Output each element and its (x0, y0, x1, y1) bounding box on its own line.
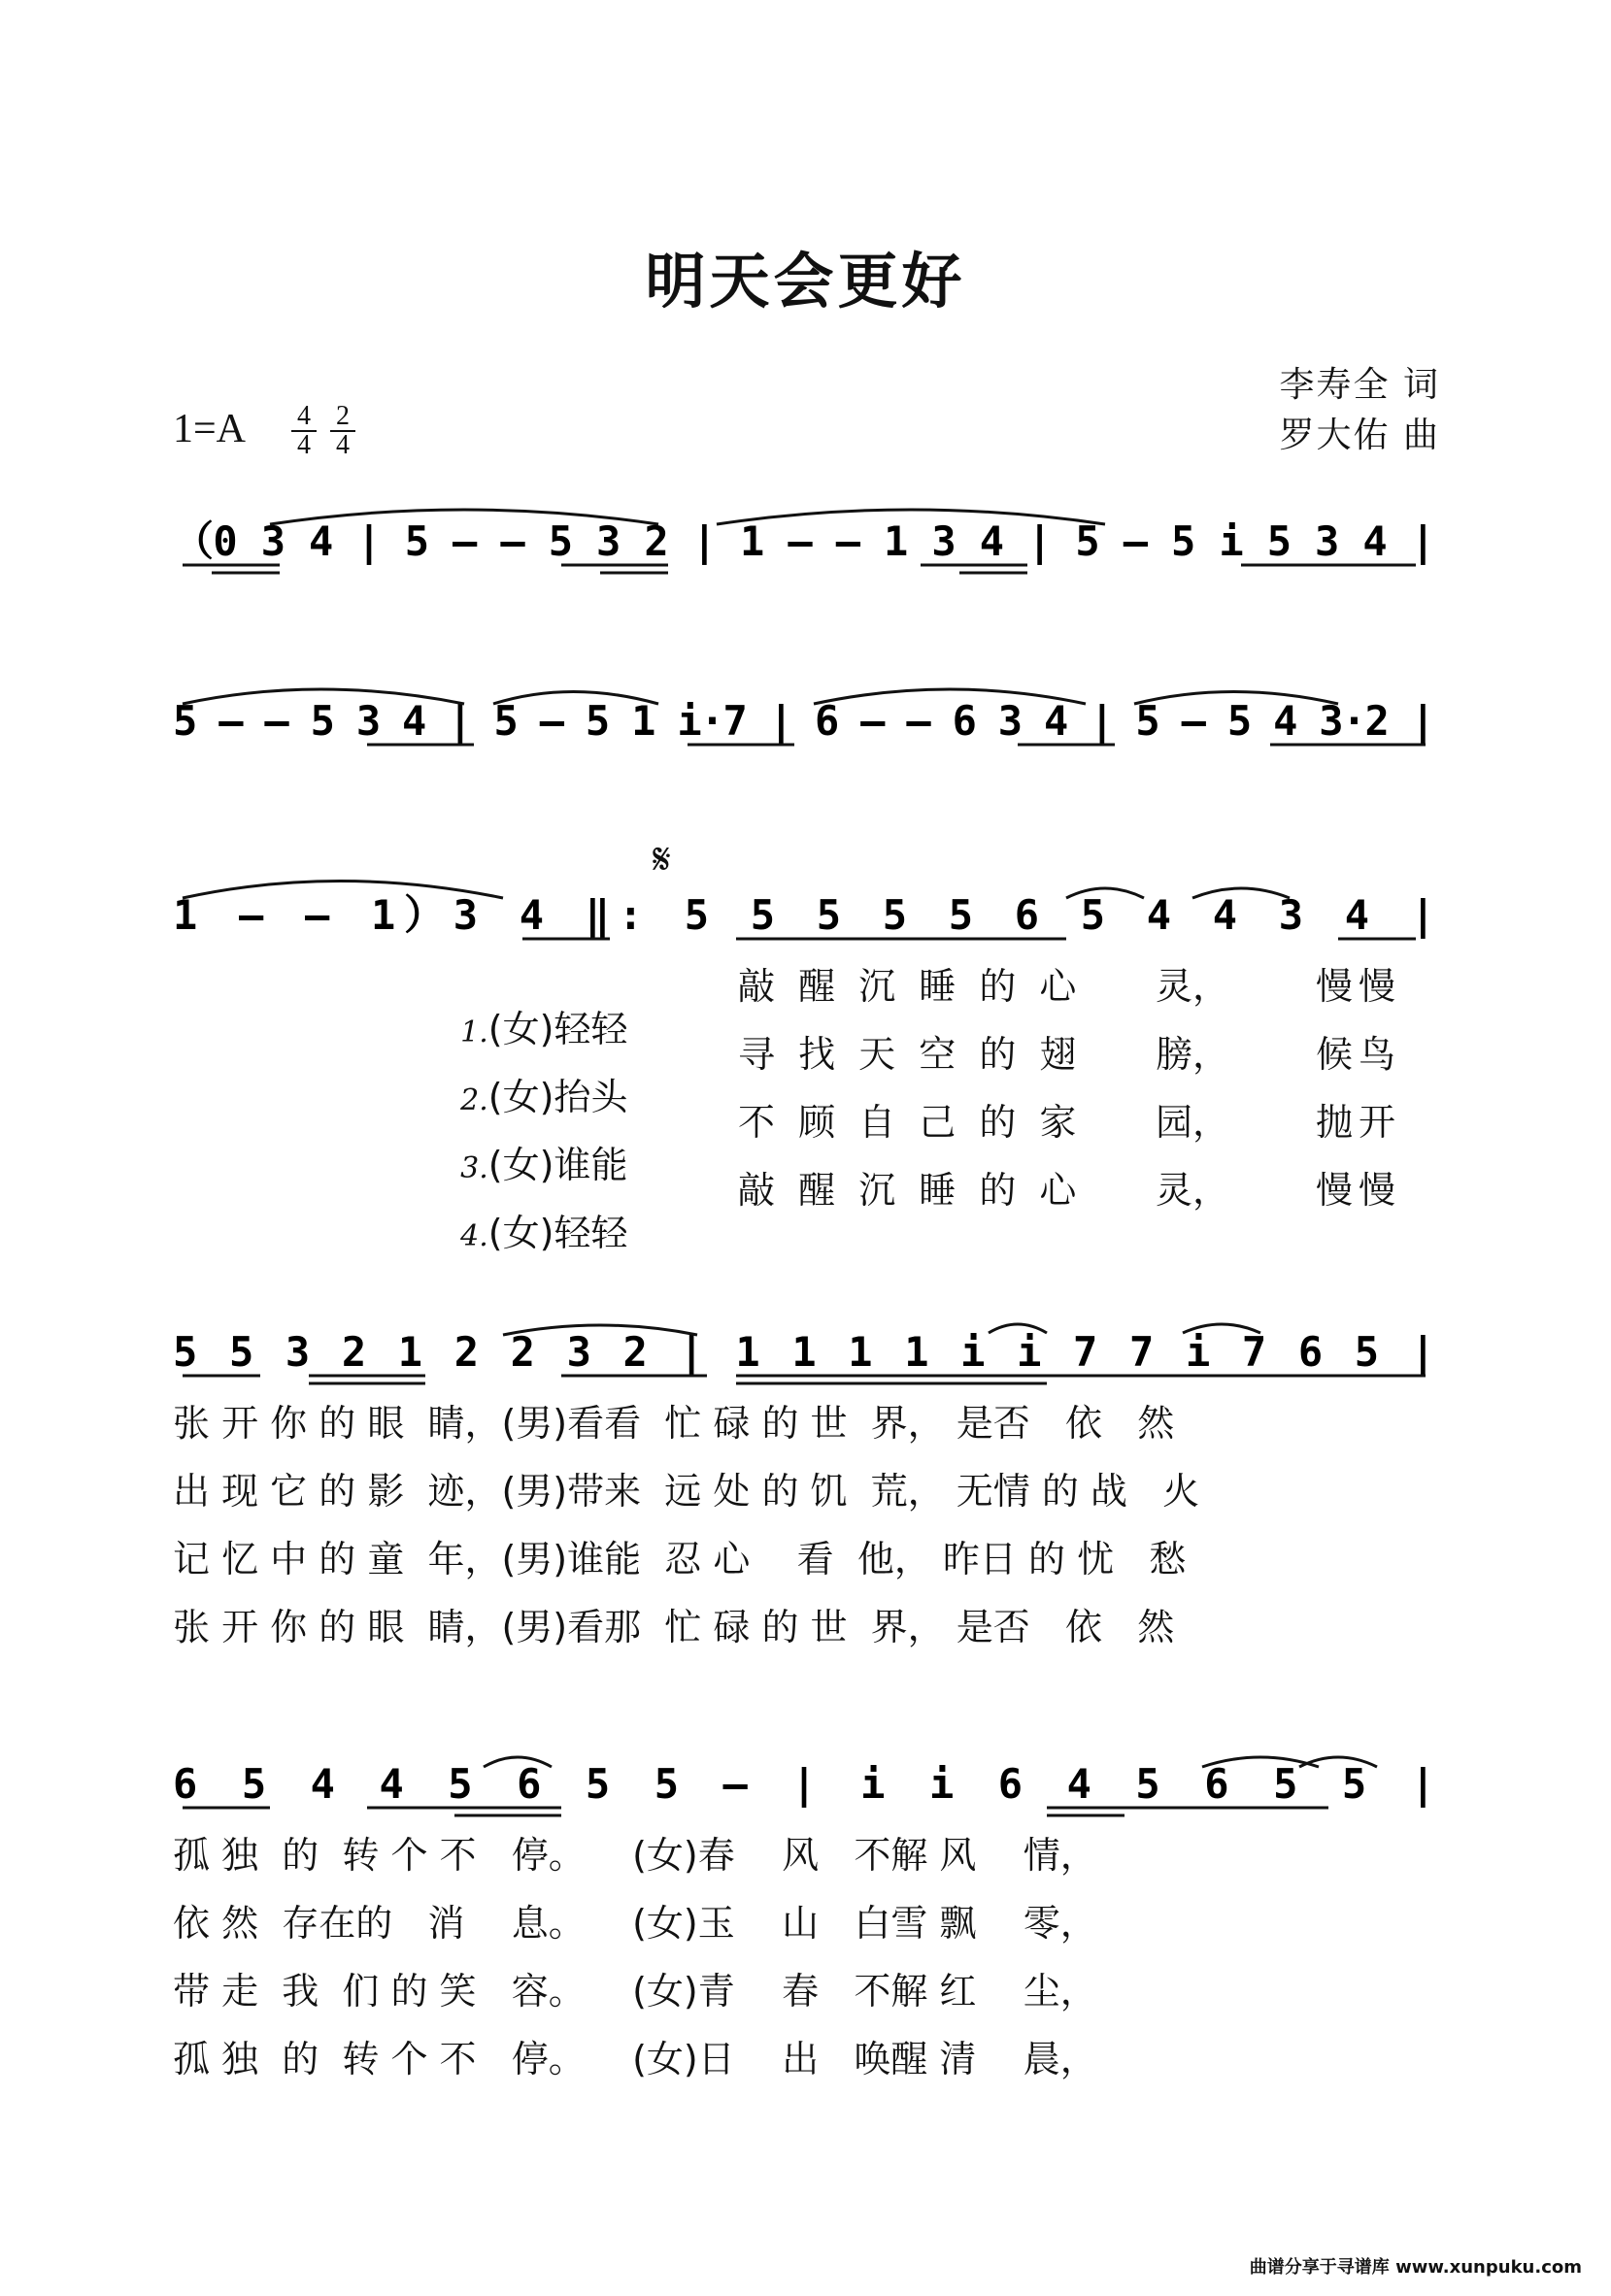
composer-credit: 罗大佑 曲 (1279, 416, 1440, 455)
verse-row-4-end: 灵， (1156, 1169, 1230, 1212)
verse-row-4-mid: 敲 醒 沉 睡 的 心 (738, 1169, 1083, 1212)
verse-row-2-mid: 寻 找 天 空 的 翅 (738, 1033, 1083, 1076)
notation-line-4 (173, 1315, 1445, 1393)
notation-text: 5 – – 5 3 4 | 5 – 5 1 i·7 | 6 – – 6 3 4 | 5 – 5 4 3·2 | (173, 697, 1435, 745)
lyric-row-8: 孤 独 的 转 个 不 停。 (女)日 出 唤醒 清 晨， (173, 2038, 1097, 2080)
lyricist-credit: 李寿全 词 (1279, 365, 1440, 405)
lyric-row-7: 带 走 我 们 的 笑 容。 (女)青 春 不解 红 尘， (173, 1970, 1097, 2013)
key-signature: 1=A (173, 407, 247, 451)
verse-row-1-mid: 敲 醒 沉 睡 的 心 (738, 965, 1083, 1008)
tie-arc (1192, 888, 1290, 898)
notation-text: 5 5 3 2 1 2 2 3 2 | 1 1 1 1 i i 7 7 i 7 6 5 | (173, 1328, 1435, 1376)
notation-line-5 (173, 1747, 1445, 1825)
notation-text: 1 – – 1）3 4 ‖: 5 5 5 5 5 6 5 4 4 3 4 | (173, 891, 1435, 939)
notation-line-1 (173, 505, 1445, 582)
verse-row-4: 4.(女)轻轻 (460, 1212, 628, 1254)
notation-line-3 (173, 879, 1445, 956)
verse-row-3-mid: 不 顾 自 己 的 家 (738, 1101, 1083, 1144)
lyric-row-3: 记 忆 中 的 童 年，(男)谁能 忍 心 看 他， 昨日 的 忧 愁 (173, 1538, 1187, 1581)
notation-line-5-svg (173, 1747, 1445, 1835)
page-title: 明天会更好 (645, 246, 966, 316)
verse-row-3-end: 园， (1156, 1101, 1230, 1144)
time-signature-2-4: 2 4 (330, 403, 355, 459)
watermark: 曲谱分享于寻谱库 www.xunpuku.com (1249, 2257, 1582, 2278)
verse-row-2-end: 膀， (1156, 1033, 1230, 1076)
verse-row-1-end: 灵， (1156, 965, 1230, 1008)
verse-row-1-tail: 慢慢 (1316, 965, 1402, 1008)
verse-row-3: 3.(女)谁能 (460, 1144, 628, 1186)
notation-line-2-svg (173, 684, 1445, 772)
verse-row-1: 1.(女)轻轻 (460, 1008, 628, 1050)
verse-row-2-tail: 候鸟 (1316, 1033, 1402, 1076)
verse-row-3-tail: 抛开 (1316, 1101, 1402, 1144)
notation-text: （0 3 4 | 5 – – 5 3 2 | 1 – – 1 3 4 | 5 – 5 i 5 3 4 | (173, 517, 1435, 565)
notation-line-3-svg (173, 879, 1445, 966)
segno-sign: 𝄋 (653, 835, 671, 884)
lyric-row-4: 张 开 你 的 眼 睛，(男)看那 忙 碌 的 世 界， 是否 依 然 (173, 1606, 1175, 1648)
notation-line-1-svg (173, 505, 1445, 592)
notation-line-2 (173, 684, 1445, 762)
lyric-row-2: 出 现 它 的 影 迹，(男)带来 远 处 的 饥 荒， 无情 的 战 火 (173, 1470, 1200, 1513)
lyric-row-1: 张 开 你 的 眼 睛，(男)看看 忙 碌 的 世 界， 是否 依 然 (173, 1402, 1175, 1445)
lyric-row-6: 依 然 存在的 消 息。 (女)玉 山 白雪 飘 零， (173, 1902, 1097, 1945)
verse-row-4-tail: 慢慢 (1316, 1169, 1402, 1212)
notation-text: 6 5 4 4 5 6 5 5 – | i i 6 4 5 6 5 5 | (173, 1760, 1435, 1808)
lyric-row-5: 孤 独 的 转 个 不 停。 (女)春 风 不解 风 情， (173, 1834, 1097, 1877)
time-signature-4-4: 4 4 (291, 403, 317, 459)
notation-line-4-svg (173, 1315, 1445, 1403)
verse-row-2: 2.(女)抬头 (460, 1076, 628, 1118)
